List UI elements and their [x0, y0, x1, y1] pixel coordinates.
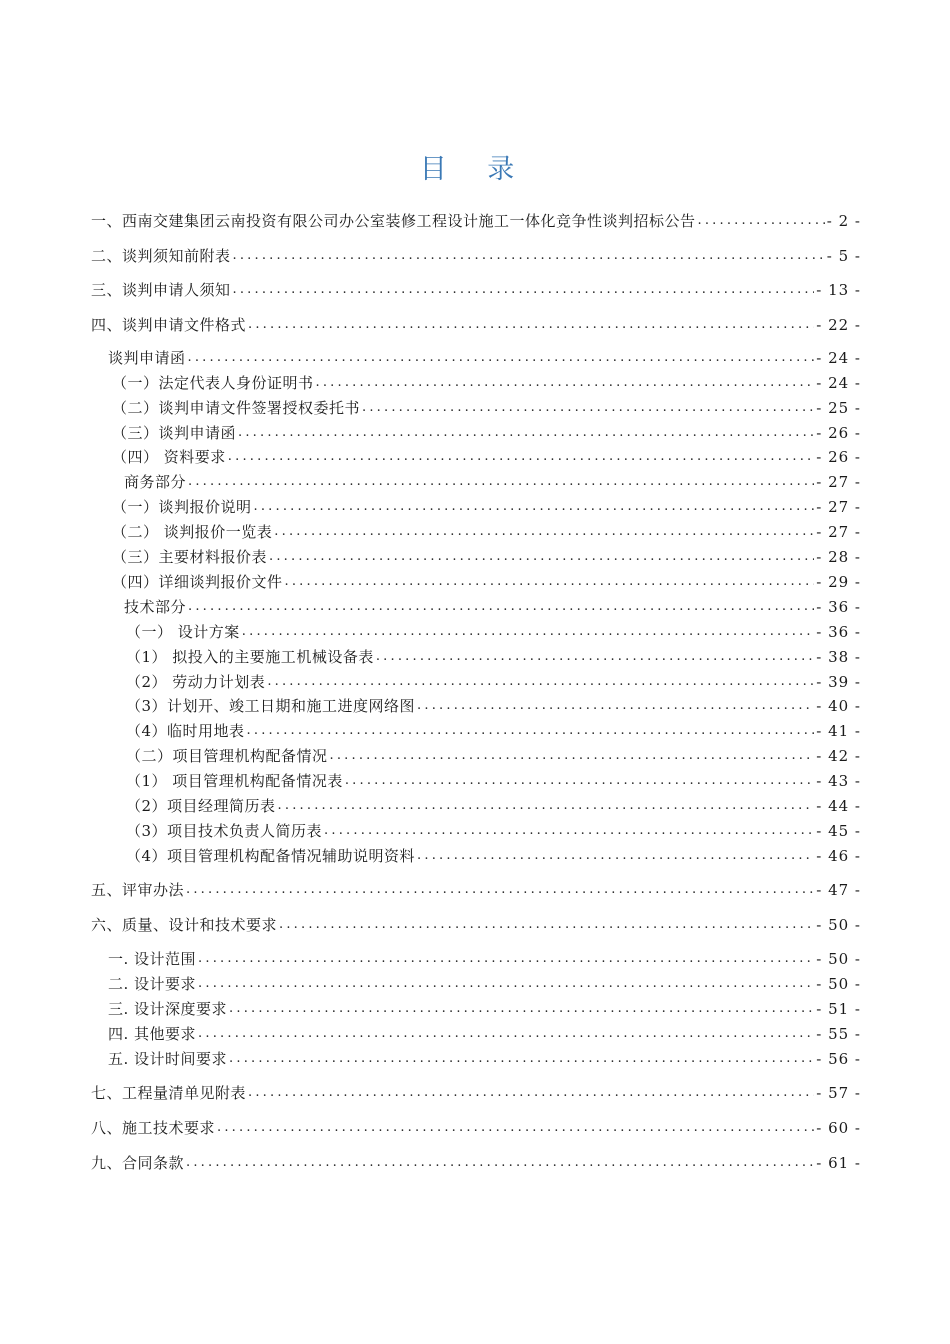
toc-entry-label: （四） 资料要求 — [112, 448, 226, 466]
toc-leader-dots — [345, 771, 814, 791]
toc-leader-dots — [417, 846, 814, 866]
toc-entry[interactable] — [91, 878, 861, 900]
toc-entry-page: - 50 - — [816, 916, 861, 934]
toc-entry-page: - 41 - — [816, 722, 861, 740]
toc-entry-label: 一. 设计范围 — [108, 950, 197, 968]
toc-leader-dots — [229, 999, 814, 1019]
toc-entry-page: - 26 - — [816, 424, 861, 442]
toc-entry-label: （3）计划开、竣工日期和施工进度网络图 — [126, 697, 416, 715]
toc-entry-label: （一）谈判报价说明 — [112, 498, 252, 516]
toc-entry[interactable] — [124, 470, 861, 492]
toc-entry-page: - 50 - — [816, 950, 861, 968]
toc-entry-label: 三、谈判申请人须知 — [91, 281, 231, 299]
toc-leader-dots — [324, 821, 814, 841]
toc-entry-label: 五. 设计时间要求 — [108, 1050, 228, 1068]
toc-entry-page: - 27 - — [816, 498, 861, 516]
toc-leader-dots — [278, 796, 815, 816]
toc-entry-label: （四）详细谈判报价文件 — [112, 573, 283, 591]
toc-entry[interactable] — [112, 570, 861, 592]
toc-entry-page: - 57 - — [816, 1084, 861, 1102]
toc-entry-label: （1） 项目管理机构配备情况表 — [126, 772, 343, 790]
toc-entry[interactable] — [91, 1081, 861, 1103]
toc-leader-dots — [238, 423, 814, 443]
toc-entry[interactable] — [112, 545, 861, 567]
toc-entry[interactable] — [108, 1047, 861, 1069]
toc-entry-label: 商务部分 — [124, 473, 187, 491]
toc-leader-dots — [229, 1049, 814, 1069]
toc-entry[interactable] — [112, 421, 861, 443]
toc-leader-dots — [417, 696, 814, 716]
toc-entry-page: - 47 - — [816, 881, 861, 899]
toc-entry-page: - 56 - — [816, 1050, 861, 1068]
toc-entry-page: - 24 - — [816, 374, 861, 392]
toc-entry[interactable] — [91, 1116, 861, 1138]
toc-entry-page: - 24 - — [816, 349, 861, 367]
toc-leader-dots — [247, 721, 815, 741]
toc-leader-dots — [330, 746, 815, 766]
toc-entry-page: - 61 - — [816, 1154, 861, 1172]
toc-entry-label: （三）主要材料报价表 — [112, 548, 268, 566]
toc-leader-dots — [279, 915, 814, 935]
toc-entry-label: （4）项目管理机构配备情况辅助说明资料 — [126, 847, 416, 865]
toc-entry[interactable] — [112, 495, 861, 517]
toc-entry-label: 技术部分 — [124, 598, 187, 616]
toc-entry-label: （二）谈判申请文件签署授权委托书 — [112, 399, 361, 417]
toc-leader-dots — [267, 672, 814, 692]
toc-entry-label: （三）谈判申请函 — [112, 424, 237, 442]
toc-entry-page: - 36 - — [816, 598, 861, 616]
toc-entry-label: 五、评审办法 — [91, 881, 185, 899]
toc-entry[interactable] — [126, 819, 861, 841]
toc-entry[interactable] — [126, 719, 861, 741]
toc-leader-dots — [186, 1153, 814, 1173]
toc-entry[interactable] — [126, 694, 861, 716]
toc-entry-page: - 51 - — [816, 1000, 861, 1018]
toc-entry-page: - 29 - — [816, 573, 861, 591]
toc-entry-label: （一） 设计方案 — [126, 623, 240, 641]
toc-leader-dots — [269, 547, 814, 567]
toc-entry-label: 二. 设计要求 — [108, 975, 197, 993]
toc-entry-label: 六、质量、设计和技术要求 — [91, 916, 278, 934]
toc-entry[interactable] — [108, 1022, 861, 1044]
toc-entry-page: - 50 - — [816, 975, 861, 993]
toc-entry[interactable] — [112, 371, 861, 393]
toc-entry-label: 八、施工技术要求 — [91, 1119, 216, 1137]
toc-entry[interactable] — [108, 947, 861, 969]
toc-leader-dots — [362, 398, 814, 418]
toc-leader-dots — [316, 373, 815, 393]
toc-leader-dots — [188, 348, 815, 368]
toc-entry[interactable] — [91, 244, 861, 266]
toc-entry-page: - 27 - — [816, 473, 861, 491]
toc-entry[interactable] — [124, 595, 861, 617]
toc-leader-dots — [242, 622, 814, 642]
toc-entry-page: - 42 - — [816, 747, 861, 765]
toc-leader-dots — [233, 246, 825, 266]
toc-entry-label: （3）项目技术负责人简历表 — [126, 822, 323, 840]
toc-entry-page: - 40 - — [816, 697, 861, 715]
toc-entry-page: - 44 - — [816, 797, 861, 815]
toc-entry-page: - 36 - — [816, 623, 861, 641]
toc-entry-label: 九、合同条款 — [91, 1154, 185, 1172]
toc-entry[interactable] — [91, 1151, 861, 1173]
toc-entry-label: （4）临时用地表 — [126, 722, 245, 740]
toc-entry-page: - 46 - — [816, 847, 861, 865]
toc-entry-page: - 38 - — [816, 648, 861, 666]
toc-entry-page: - 60 - — [816, 1119, 861, 1137]
toc-entry[interactable] — [126, 670, 861, 692]
toc-entry-page: - 5 - — [826, 247, 861, 265]
toc-entry-label: 一、西南交建集团云南投资有限公司办公室装修工程设计施工一体化竞争性谈判招标公告 — [91, 212, 696, 230]
toc-leader-dots — [248, 315, 814, 335]
toc-entry[interactable] — [91, 913, 861, 935]
toc-entry-page: - 22 - — [816, 316, 861, 334]
toc-entry-page: - 13 - — [816, 281, 861, 299]
toc-entry[interactable] — [126, 844, 861, 866]
toc-leader-dots — [285, 572, 815, 592]
toc-entry-page: - 27 - — [816, 523, 861, 541]
toc-leader-dots — [217, 1118, 814, 1138]
toc-entry-label: 三. 设计深度要求 — [108, 1000, 228, 1018]
toc-entry-label: （二） 谈判报价一览表 — [112, 523, 273, 541]
toc-leader-dots — [228, 447, 814, 467]
toc-entry[interactable] — [126, 620, 861, 642]
toc-entry[interactable] — [108, 346, 861, 368]
toc-leader-dots — [233, 280, 815, 300]
toc-entry-label: （二）项目管理机构配备情况 — [126, 747, 328, 765]
toc-leader-dots — [274, 522, 814, 542]
toc-entry-label: （2） 劳动力计划表 — [126, 673, 266, 691]
toc-entry-label: 二、谈判须知前附表 — [91, 247, 231, 265]
toc-entry-page: - 39 - — [816, 673, 861, 691]
toc-entry-page: - 26 - — [816, 448, 861, 466]
toc-leader-dots — [198, 1024, 814, 1044]
toc-entry-page: - 25 - — [816, 399, 861, 417]
toc-entry[interactable] — [126, 744, 861, 766]
toc-leader-dots — [198, 974, 814, 994]
toc-entry[interactable] — [126, 794, 861, 816]
toc-entry[interactable] — [112, 396, 861, 418]
toc-entry-page: - 45 - — [816, 822, 861, 840]
toc-entry-label: 四、谈判申请文件格式 — [91, 316, 247, 334]
toc-entry-page: - 43 - — [816, 772, 861, 790]
page-title: 目 录 — [419, 154, 531, 185]
toc-leader-dots — [698, 211, 825, 231]
toc-entry-label: （一）法定代表人身份证明书 — [112, 374, 314, 392]
toc-entry-label: 四. 其他要求 — [108, 1025, 197, 1043]
toc-entry[interactable] — [126, 645, 861, 667]
toc-entry[interactable] — [108, 997, 861, 1019]
toc-entry[interactable] — [91, 278, 861, 300]
toc-entry[interactable] — [91, 209, 861, 231]
toc-entry[interactable] — [91, 313, 861, 335]
toc-leader-dots — [188, 472, 814, 492]
toc-leader-dots — [376, 647, 814, 667]
toc-entry-label: 七、工程量清单见附表 — [91, 1084, 247, 1102]
toc-leader-dots — [248, 1083, 814, 1103]
toc-leader-dots — [198, 949, 814, 969]
toc-entry-page: - 55 - — [816, 1025, 861, 1043]
toc-entry-page: - 28 - — [816, 548, 861, 566]
toc-entry-label: 谈判申请函 — [108, 349, 186, 367]
toc-entry-label: （2）项目经理简历表 — [126, 797, 276, 815]
toc-entry[interactable] — [112, 445, 861, 467]
toc-entry[interactable] — [126, 769, 861, 791]
toc-entry[interactable] — [112, 520, 861, 542]
toc-entry[interactable] — [108, 972, 861, 994]
toc-entry-label: （1） 拟投入的主要施工机械设备表 — [126, 648, 374, 666]
toc-leader-dots — [254, 497, 815, 517]
toc-leader-dots — [188, 597, 814, 617]
toc-entry-page: - 2 - — [826, 212, 861, 230]
toc-leader-dots — [186, 880, 814, 900]
